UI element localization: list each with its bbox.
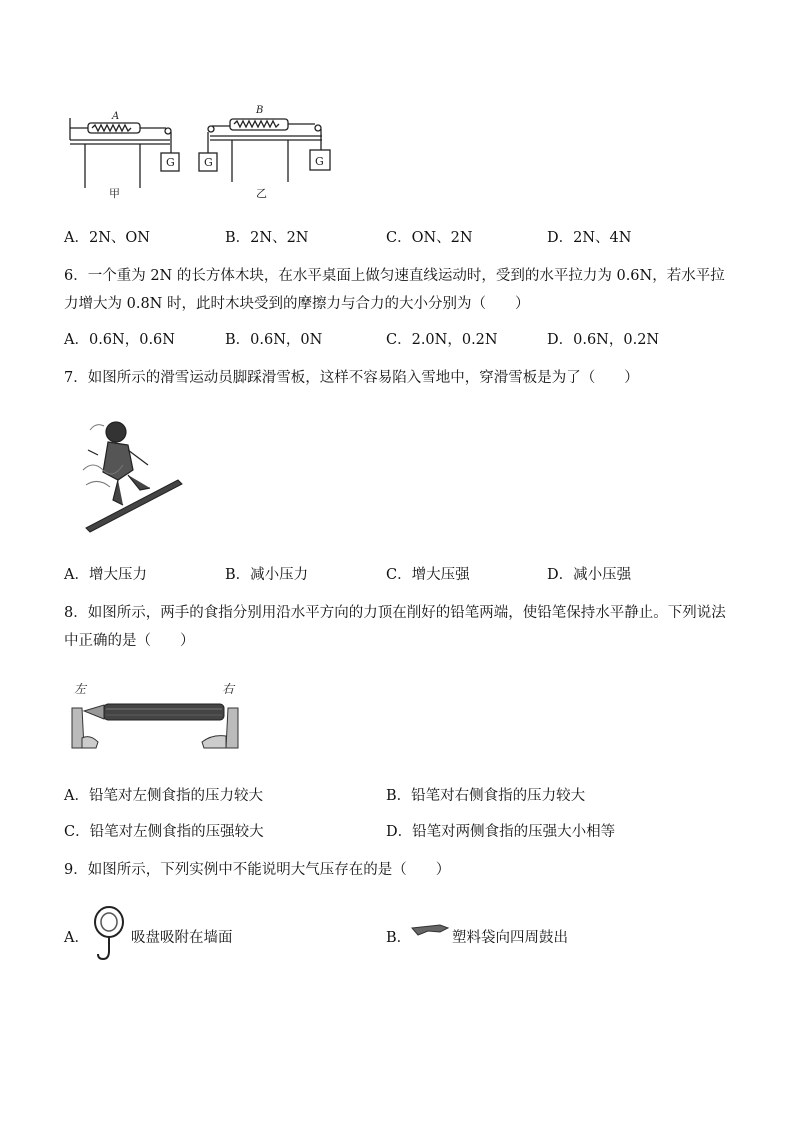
q6-option-c: C．2.0N，0.2N: [386, 332, 498, 348]
q6-option-b: B．0.6N，0N: [225, 332, 323, 348]
pencil-figure: [70, 678, 245, 753]
q8-option-d: D．铅笔对两侧食指的压强大小相等: [386, 824, 616, 840]
q7-option-a: A．增大压力: [64, 567, 147, 583]
q7-option-c: C．增大压强: [386, 567, 470, 583]
label-a: A: [112, 111, 120, 122]
label-right: 右: [222, 682, 235, 696]
label-b: B: [256, 105, 264, 116]
q8-option-b: B．铅笔对右侧食指的压力较大: [386, 788, 586, 804]
skier-image: [78, 410, 188, 535]
q9-option-a-text: 吸盘吸附在墙面: [131, 930, 233, 946]
q9-option-b-prefix: B．: [386, 930, 412, 946]
q8-option-a: A．铅笔对左侧食指的压力较大: [64, 788, 263, 804]
q7-option-d: D．减小压强: [547, 567, 632, 583]
label-left: 左: [74, 682, 87, 696]
q8-stem: 8．如图所示，两手的食指分别用沿水平方向的力顶在削好的铅笔两端，使铅笔保持水平静止。下列说法中正确的是（ ）: [64, 605, 726, 649]
q7-option-b: B．减小压力: [225, 567, 309, 583]
plastic-bag-icon: [410, 922, 450, 938]
spring-scale-figure: [60, 98, 350, 203]
weight-label: G: [166, 156, 175, 169]
q9-stem: 9．如图所示，下列实例中不能说明大气压存在的是（ ）: [64, 862, 451, 878]
q6-option-a: A．0.6N，0.6N: [64, 332, 175, 348]
setup-yi: [199, 119, 330, 182]
suction-cup-icon: [90, 905, 128, 967]
q5-option-d: D．2N、4N: [547, 230, 632, 246]
q5-option-b: B．2N、2N: [225, 230, 309, 246]
weight-label: G: [315, 155, 324, 168]
setup-jia: [70, 118, 179, 188]
q5-option-a: A．2N、ON: [64, 230, 150, 246]
q9-option-b-text: 塑料袋向四周鼓出: [452, 930, 568, 946]
caption-jia: 甲: [109, 187, 120, 200]
q8-option-c: C．铅笔对左侧食指的压强较大: [64, 824, 264, 840]
q5-option-c: C．ON、2N: [386, 230, 473, 246]
weight-label: G: [204, 156, 213, 169]
q9-option-a-prefix: A．: [64, 930, 89, 946]
caption-yi: 乙: [256, 187, 267, 200]
q7-stem: 7．如图所示的滑雪运动员脚踩滑雪板，这样不容易陷入雪地中，穿滑雪板是为了（ ）: [64, 370, 639, 386]
q6-stem: 6．一个重为 2N 的长方体木块，在水平桌面上做匀速直线运动时，受到的水平拉力为 0.6N，若水平拉力增大为 0.8N 时，此时木块受到的摩擦力与合力的大小分别为（ ）: [64, 268, 725, 312]
q6-option-d: D．0.6N，0.2N: [547, 332, 660, 348]
